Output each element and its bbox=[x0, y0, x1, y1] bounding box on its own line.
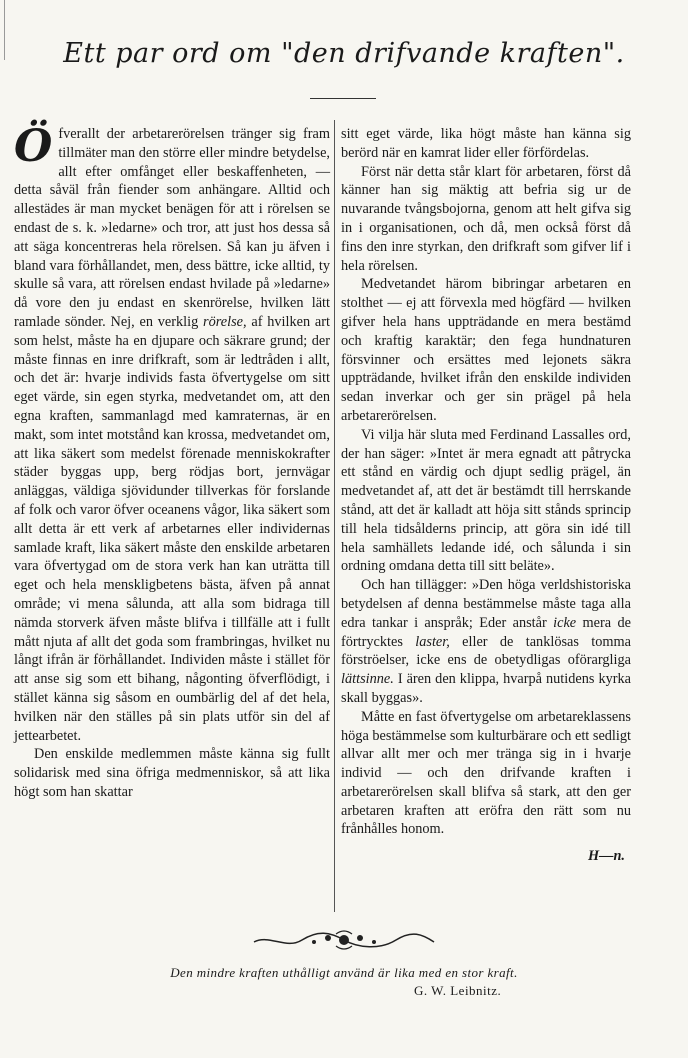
column-divider bbox=[334, 120, 335, 912]
paragraph-text: Nej, en verklig bbox=[110, 313, 204, 330]
paragraph-text: fverallt der arbetarerörelsen tränger sig fram tillmäter man den större eller mindre betydelse, allt efter omfånget eller beskaffenheten, — detta såväl från fiender som anhängare. Alltid och allestädes är man mycket benägen för att i rörelsen se endast de s. k. »ledarne» och tror, att just hos dessa så att säga koncentreras hela rörelsen. Så kan ju äfven i bland vara förhållandet, men, dess bättre, icke alltid, ty skulle så vara, att rörelsen endast hvilade på »ledarne» då vore den ju endast en skenrörelse, hvilken lätt ramlade sönder. bbox=[14, 126, 330, 330]
emphasis: lättsinne. bbox=[341, 671, 394, 688]
paragraph bbox=[14, 121, 330, 745]
paragraph-text: Och han tillägger: »Den höga verldshistoriska betydelsen af denna bestämmelse måste taga alla edra tankar i anspråk; Eder anstår bbox=[341, 577, 631, 631]
floral-ornament-icon bbox=[250, 928, 438, 952]
paragraph-text: eller de tanklösas tomma förströelser, icke ens de obetydligas oförargliga bbox=[341, 633, 631, 669]
right-column bbox=[341, 125, 631, 866]
paragraph: Först när detta står klart för arbetaren, först då känner han sig mäktig att befria sig ur de nuvarande tvångsbojorna, genom att helt gifva sig in i organisationen, och då, men också först då fins den inre styrkan, den drifkraft som gifver lif i hela rörelsen. bbox=[341, 163, 631, 274]
paragraph: Medvetandet härom bibringar arbetaren en stolthet — ej att förvexla med högfärd — hvilken gifver hela hans uppträdande en mera bestämd och kraftig karaktär; den fega hundnaturen försvinner och ersättes med lejonets säkra uppträdande, hvilket ifrån den enskilde individen sedan inverkar och ger sin prägel på hela arbetarerörelsen. bbox=[341, 276, 631, 424]
paragraph-text: mera de förtrycktes bbox=[341, 614, 631, 650]
paragraph: Den enskilde medlemmen måste känna sig fullt solidarisk med sina öfriga medmenniskor, så att lika högt som han skattar bbox=[14, 746, 330, 800]
left-column bbox=[14, 121, 330, 802]
emphasis: laster, bbox=[415, 633, 450, 650]
article-title: Ett par ord om "den drifvande kraften". bbox=[63, 38, 625, 69]
paragraph bbox=[341, 576, 631, 708]
closing-quote: Den mindre kraften uthålligt använd är lika med en stor kraft. bbox=[170, 965, 518, 980]
emphasis: rörelse, bbox=[203, 313, 247, 330]
emphasis: icke bbox=[553, 614, 577, 631]
paragraph: sitt eget värde, lika högt måste han känna sig berörd när en kamrat lider eller förfördelas. bbox=[341, 126, 631, 161]
drop-cap: Ö bbox=[14, 121, 53, 172]
paragraph: Vi vilja här sluta med Ferdinand Lassalles ord, der han säger: »Intet är mera egnadt att påtrycka ett stånd en värdig och djupt sedlig prägel, än medvetandet af, att det är bestämdt till herrskande stånd, att det är kalladt att höja sitt stånds sprincip till hela tidsålderns princip, att göra sin idé till hela samhällets ledande idé, och sålunda i sin ordning omdana detta till sitt beläte». bbox=[341, 426, 631, 575]
author-signature: H—n. bbox=[588, 848, 625, 865]
quote-author: G. W. Leibnitz. bbox=[414, 983, 502, 998]
title-rule bbox=[310, 98, 376, 99]
paragraph-text: I ären den klippa, hvarpå nutidens kyrka skall byggas». bbox=[341, 671, 631, 706]
paragraph: Måtte en fast öfvertygelse om arbetareklassens höga bestämmelse som kulturbärare och ett sedligt allvar allt mer och mer tränga sig in i hvarje individ — och den drifvande kraften i arbetarerörelsen skall blifva så stark, att den ger arbetaren kraften att eröfra den rätt som nu frånhålles honom. bbox=[341, 708, 631, 838]
paragraph-text: af hvilken art som helst, måste ha en djupare och säkrare grund; der måste finnas en inre drifkraft, som är ledtråden i allt, och det är: hvarje individs fasta öfvertygelse om sitt eget värde, sin egen styrka, medvetandet om, att den egna kraften, sammanlagd med kamraternas, är en makt, som intet motstånd kan krossa, medvetandet om, att lika säkert som medelst förenade menniskokrafter städer byggas upp, berg rödjas bort, jernvägar anläggas, väldiga sjövidunder tillverkas för forslande af folk och varor öfver oceanens vågor, lika säkert som allt detta är ett verk af arbetarnes eller individernas samlade kraft, lika säkert måste den enskilde arbetaren vara öfvertygad om de stora verk han kan uträtta till eget och hela menskligbetens bästa, äfven på annat område; vi mena sålunda, att alla som bidraga till nämda storverk äfven måste blifva i tillfälle att i fullt mått njuta af allt det goda som frambringas, hvilket nu långt ifrån är förhållandet. Individen måste i stället för att anse sig som ett bihang, någonting öfverflödigt, i stället känna sig såsom en oumbärlig del af det hela, hvilken när den ställes på sin plats utför sin del af jettearbetet. bbox=[14, 313, 330, 744]
